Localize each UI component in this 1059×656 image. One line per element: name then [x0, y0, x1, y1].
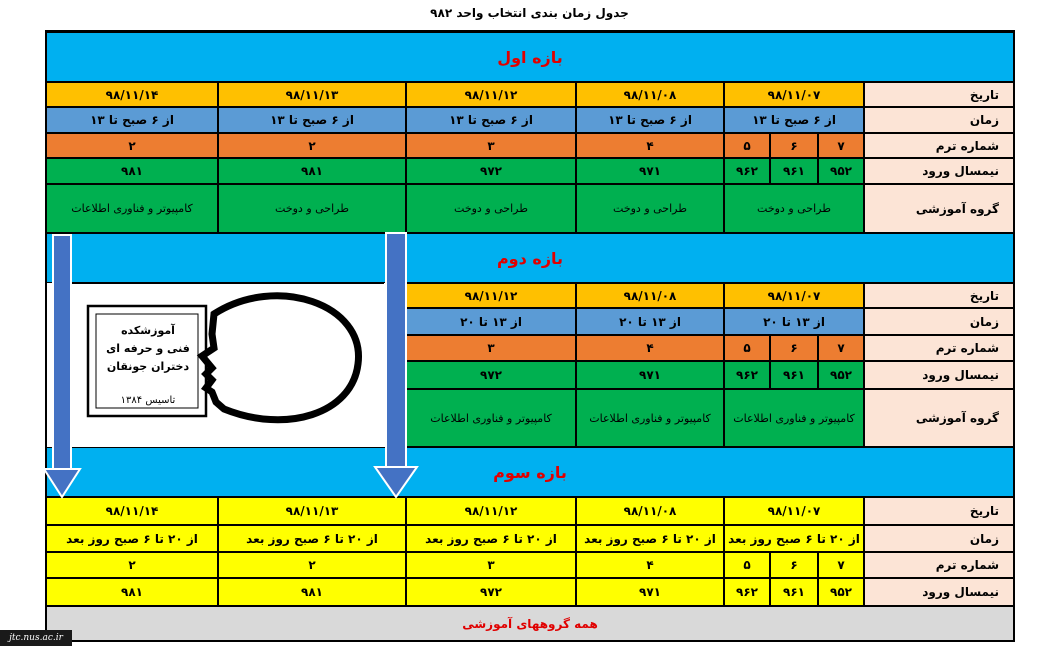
p2-group: کامپیوتر و فناوری اطلاعات [724, 389, 864, 447]
p3-time: از ۲۰ تا ۶ صبح روز بعد [724, 525, 864, 552]
p3-date: ۹۸/۱۱/۱۳ [218, 497, 406, 525]
p3-entry: ۹۸۱ [46, 578, 218, 606]
site-watermark: jtc.nus.ac.ir [0, 630, 72, 646]
p3-term: ۶ [770, 552, 818, 578]
p3-time: از ۲۰ تا ۶ صبح روز بعد [576, 525, 724, 552]
p3-entry: ۹۶۱ [770, 578, 818, 606]
p3-term: ۲ [218, 552, 406, 578]
p1-group: طراحی و دوخت [724, 184, 864, 233]
down-arrow-icon [373, 231, 419, 499]
p2-entry: ۹۷۲ [406, 361, 576, 389]
p3-date: ۹۸/۱۱/۰۷ [724, 497, 864, 525]
label-group: گروه آموزشی [864, 389, 1014, 447]
period2-heading: بازه دوم [46, 233, 1014, 283]
p1-term: ۲ [218, 133, 406, 158]
p1-time: از ۶ صبح تا ۱۳ [406, 107, 576, 133]
p1-term: ۴ [576, 133, 724, 158]
logo-box [66, 283, 384, 447]
label-term: شماره ترم [864, 133, 1014, 158]
p1-date: ۹۸/۱۱/۰۸ [576, 82, 724, 107]
p3-time: از ۲۰ تا ۶ صبح روز بعد [406, 525, 576, 552]
label-entry: نیمسال ورود [864, 158, 1014, 184]
label-date: تاریخ [864, 283, 1014, 308]
logo-line1: آموزشکده [121, 324, 175, 337]
p1-time: از ۶ صبح تا ۱۳ [218, 107, 406, 133]
p2-date: ۹۸/۱۱/۱۲ [406, 283, 576, 308]
p3-entry: ۹۷۲ [406, 578, 576, 606]
p2-entry: ۹۶۱ [770, 361, 818, 389]
p1-date: ۹۸/۱۱/۰۷ [724, 82, 864, 107]
logo-line3: دختران جونقان [106, 360, 190, 373]
p3-term: ۵ [724, 552, 770, 578]
p3-term: ۴ [576, 552, 724, 578]
p2-term: ۵ [724, 335, 770, 361]
p3-time: از ۲۰ تا ۶ صبح روز بعد [218, 525, 406, 552]
p1-entry: ۹۸۱ [218, 158, 406, 184]
p1-term: ۳ [406, 133, 576, 158]
p1-date: ۹۸/۱۱/۱۳ [218, 82, 406, 107]
p3-entry: ۹۵۲ [818, 578, 864, 606]
p2-group: کامپیوتر و فناوری اطلاعات [406, 389, 576, 447]
p3-time: از ۲۰ تا ۶ صبح روز بعد [46, 525, 218, 552]
p1-entry: ۹۵۲ [818, 158, 864, 184]
label-term: شماره ترم [864, 552, 1014, 578]
p1-entry: ۹۷۱ [576, 158, 724, 184]
page-title: جدول زمان بندی انتخاب واحد ۹۸۲ [430, 6, 629, 20]
label-date: تاریخ [864, 497, 1014, 525]
p3-date: ۹۸/۱۱/۱۴ [46, 497, 218, 525]
p1-time: از ۶ صبح تا ۱۳ [46, 107, 218, 133]
p2-term: ۳ [406, 335, 576, 361]
p2-term: ۴ [576, 335, 724, 361]
p1-term: ۶ [770, 133, 818, 158]
label-date: تاریخ [864, 82, 1014, 107]
down-arrow-icon [42, 233, 82, 501]
p2-entry: ۹۷۱ [576, 361, 724, 389]
p2-date: ۹۸/۱۱/۰۷ [724, 283, 864, 308]
logo-line2: فنی و حرفه ای [106, 342, 190, 355]
p3-term: ۳ [406, 552, 576, 578]
p2-time: از ۱۳ تا ۲۰ [406, 308, 576, 335]
p2-time: از ۱۳ تا ۲۰ [724, 308, 864, 335]
p1-entry: ۹۶۲ [724, 158, 770, 184]
p1-time: از ۶ صبح تا ۱۳ [576, 107, 724, 133]
p2-date: ۹۸/۱۱/۰۸ [576, 283, 724, 308]
period1-heading: بازه اول [46, 32, 1014, 82]
p2-term: ۷ [818, 335, 864, 361]
label-time: زمان [864, 107, 1014, 133]
p1-group: کامپیوتر و فناوری اطلاعات [46, 184, 218, 233]
p2-group: کامپیوتر و فناوری اطلاعات [576, 389, 724, 447]
all-groups-row: همه گروههای آموزشی [46, 606, 1014, 641]
logo-founded: تاسیس ۱۳۸۴ [120, 395, 176, 406]
p1-term: ۵ [724, 133, 770, 158]
p2-entry: ۹۵۲ [818, 361, 864, 389]
period3-heading: بازه سوم [46, 447, 1014, 497]
p1-group: طراحی و دوخت [406, 184, 576, 233]
p1-time: از ۶ صبح تا ۱۳ [724, 107, 864, 133]
p1-entry: ۹۶۱ [770, 158, 818, 184]
p3-date: ۹۸/۱۱/۰۸ [576, 497, 724, 525]
p3-entry: ۹۶۲ [724, 578, 770, 606]
p1-term: ۷ [818, 133, 864, 158]
p3-term: ۷ [818, 552, 864, 578]
p1-entry: ۹۷۲ [406, 158, 576, 184]
p2-term: ۶ [770, 335, 818, 361]
p1-date: ۹۸/۱۱/۱۲ [406, 82, 576, 107]
p3-entry: ۹۷۱ [576, 578, 724, 606]
p1-group: طراحی و دوخت [576, 184, 724, 233]
p1-term: ۲ [46, 133, 218, 158]
p2-time: از ۱۳ تا ۲۰ [576, 308, 724, 335]
p1-group: طراحی و دوخت [218, 184, 406, 233]
label-time: زمان [864, 525, 1014, 552]
p1-entry: ۹۸۱ [46, 158, 218, 184]
label-entry: نیمسال ورود [864, 361, 1014, 389]
label-time: زمان [864, 308, 1014, 335]
p3-date: ۹۸/۱۱/۱۲ [406, 497, 576, 525]
p2-entry: ۹۶۲ [724, 361, 770, 389]
label-term: شماره ترم [864, 335, 1014, 361]
p3-entry: ۹۸۱ [218, 578, 406, 606]
label-entry: نیمسال ورود [864, 578, 1014, 606]
p3-term: ۲ [46, 552, 218, 578]
p1-date: ۹۸/۱۱/۱۴ [46, 82, 218, 107]
label-group: گروه آموزشی [864, 184, 1014, 233]
